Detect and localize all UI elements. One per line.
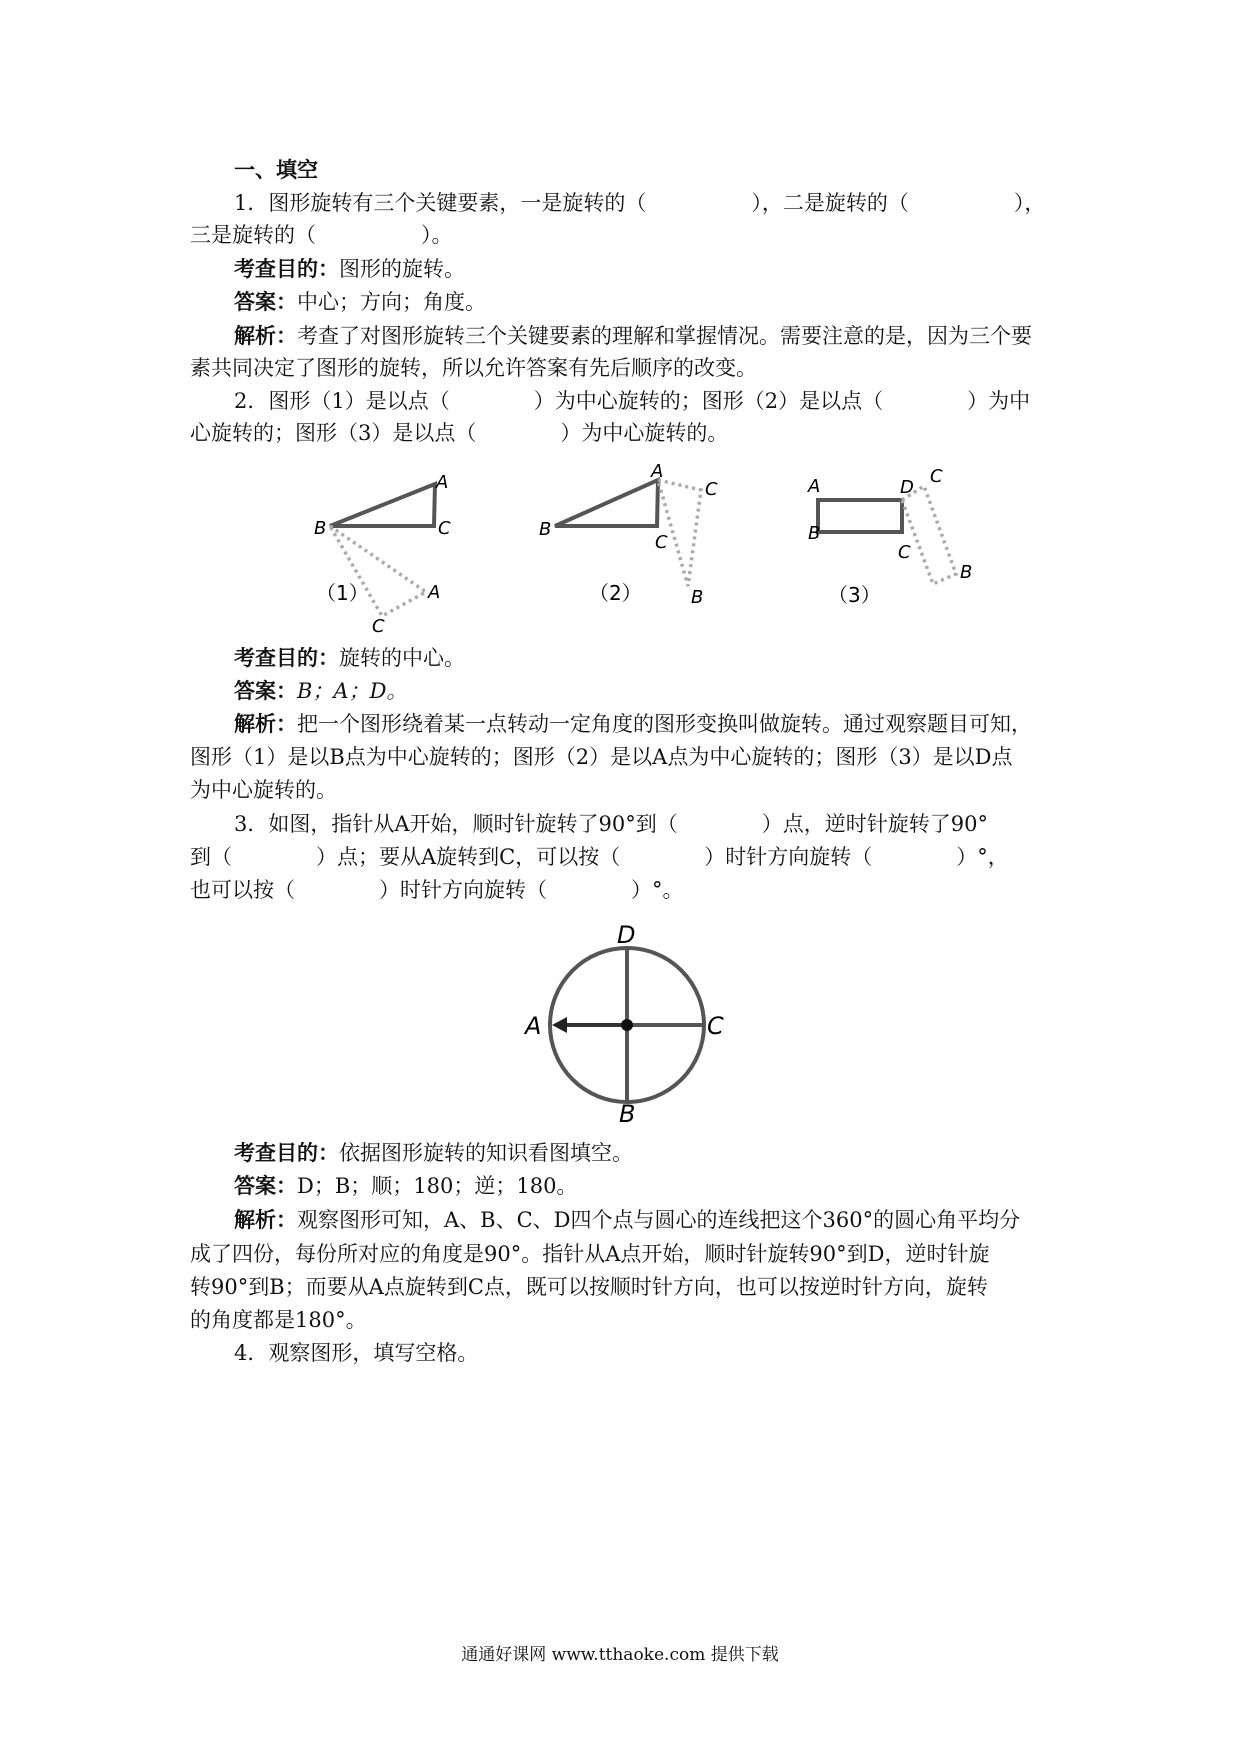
triangle-original-1 bbox=[330, 484, 435, 526]
fig1-label-c-rotated: C bbox=[372, 616, 385, 635]
rectangle-original-3 bbox=[818, 500, 902, 532]
answer-text: D；B；顺；180；逆；180。 bbox=[297, 1174, 578, 1198]
analysis-text: 观察图形可知，A、B、C、D四个点与圆心的连线把这个360°的圆心角平均分 bbox=[297, 1208, 1021, 1232]
analysis-label: 解析： bbox=[234, 323, 297, 348]
center-dot bbox=[621, 1019, 633, 1031]
q2-line-2: 心旋转的；图形（3）是以点（ ）为中心旋转的。 bbox=[190, 421, 729, 445]
purpose-label: 考查目的： bbox=[234, 1140, 339, 1165]
analysis-text: 考查了对图形旋转三个关键要素的理解和掌握情况。需要注意的是，因为三个要 bbox=[297, 324, 1032, 348]
rectangle-rotated-3 bbox=[902, 486, 956, 584]
q2-analysis-2: 图形（1）是以B点为中心旋转的；图形（2）是以A点为中心旋转的；图形（3）是以D点 bbox=[190, 745, 1013, 769]
analysis-label: 解析： bbox=[234, 1207, 297, 1232]
clock-label-b: B bbox=[619, 1100, 636, 1125]
fig1-caption: （1） bbox=[316, 581, 369, 605]
q3-purpose bbox=[234, 1138, 1070, 1168]
q4-line-1: 4．观察图形，填写空格。 bbox=[234, 1341, 479, 1365]
fig1-label-a-rotated: A bbox=[428, 582, 441, 603]
purpose-text: 图形的旋转。 bbox=[339, 257, 465, 281]
analysis-label: 解析： bbox=[234, 711, 297, 736]
rotation-figure-3 bbox=[790, 460, 990, 624]
fig3-label-c-rotated: C bbox=[930, 466, 943, 487]
answer-label: 答案： bbox=[234, 289, 297, 314]
q2-purpose bbox=[234, 643, 1070, 673]
clock-figure bbox=[515, 915, 735, 1129]
clock-label-c: C bbox=[707, 1012, 724, 1040]
fig2-caption: （2） bbox=[589, 581, 642, 605]
fig2-label-b-rotated: B bbox=[691, 587, 704, 608]
q3-analysis-4: 的角度都是180°。 bbox=[190, 1308, 367, 1332]
q2-analysis-1 bbox=[234, 709, 1070, 739]
pointer-arrowhead bbox=[552, 1017, 567, 1033]
answer-label: 答案： bbox=[234, 678, 297, 703]
fig3-label-b: B bbox=[808, 523, 821, 544]
clock-label-a: A bbox=[525, 1012, 542, 1040]
purpose-text: 旋转的中心。 bbox=[339, 646, 465, 670]
fig2-label-c-rotated: C bbox=[705, 479, 718, 500]
fig3-label-c: C bbox=[898, 542, 911, 563]
q1-line-2: 三是旋转的（ ）。 bbox=[190, 223, 453, 247]
fig3-label-b-rotated: B bbox=[960, 562, 973, 583]
fig1-label-c: C bbox=[438, 518, 451, 539]
purpose-label: 考查目的： bbox=[234, 256, 339, 281]
rotation-figure-1 bbox=[300, 460, 480, 639]
fig1-label-b: B bbox=[314, 518, 327, 539]
footer-credit: 通通好课网 www.tthaoke.com 提供下载 bbox=[461, 1645, 779, 1665]
q3-analysis-3: 转90°到B；而要从A点旋转到C点，既可以按顺时针方向，也可以按逆时针方向，旋转 bbox=[190, 1275, 988, 1299]
fig1-label-a: A bbox=[436, 472, 449, 493]
fig2-label-a: A bbox=[651, 461, 664, 482]
purpose-label: 考查目的： bbox=[234, 645, 339, 670]
q1-analysis-2: 素共同决定了图形的旋转，所以允许答案有先后顺序的改变。 bbox=[190, 356, 757, 380]
answer-text: B；A；D。 bbox=[297, 679, 408, 703]
q3-line-1: 3．如图，指针从A开始，顺时针旋转了90°到（ ）点，逆时针旋转了90° bbox=[234, 812, 988, 836]
q2-line-1: 2．图形（1）是以点（ ）为中心旋转的；图形（2）是以点（ ）为中 bbox=[234, 389, 1031, 413]
answer-label: 答案： bbox=[234, 1173, 297, 1198]
q3-line-3: 也可以按（ ）时针方向旋转（ ）°。 bbox=[190, 878, 684, 902]
purpose-text: 依据图形旋转的知识看图填空。 bbox=[339, 1141, 633, 1165]
section-title: 一、填空 bbox=[234, 157, 318, 182]
q2-analysis-3: 为中心旋转的。 bbox=[190, 778, 337, 802]
answer-text: 中心；方向；角度。 bbox=[297, 290, 486, 314]
rotation-figure-2 bbox=[525, 455, 725, 629]
q2-answer bbox=[234, 676, 1070, 706]
q1-analysis-1 bbox=[234, 321, 1070, 351]
triangle-original-2 bbox=[555, 480, 658, 526]
q3-line-2: 到（ ）点；要从A旋转到C，可以按（ ）时针方向旋转（ ）°， bbox=[190, 845, 1009, 869]
fig3-label-d: D bbox=[900, 477, 914, 498]
clock-label-d: D bbox=[617, 921, 636, 949]
analysis-text: 把一个图形绕着某一点转动一定角度的图形变换叫做旋转。通过观察题目可知， bbox=[297, 712, 1032, 736]
q3-analysis-1 bbox=[234, 1205, 1070, 1235]
fig3-label-a: A bbox=[808, 476, 821, 497]
fig2-label-b: B bbox=[539, 519, 552, 540]
q3-analysis-2: 成了四份，每份所对应的角度是90°。指针从A点开始，顺时针旋转90°到D，逆时针旋 bbox=[190, 1242, 990, 1266]
fig2-label-c: C bbox=[655, 532, 668, 553]
q1-line-1: 1．图形旋转有三个关键要素，一是旋转的（ ），二是旋转的（ ）， bbox=[234, 191, 1046, 215]
q1-purpose bbox=[234, 254, 1070, 284]
q3-answer bbox=[234, 1171, 1070, 1201]
q1-answer bbox=[234, 287, 1070, 317]
fig3-caption: （3） bbox=[828, 583, 881, 607]
